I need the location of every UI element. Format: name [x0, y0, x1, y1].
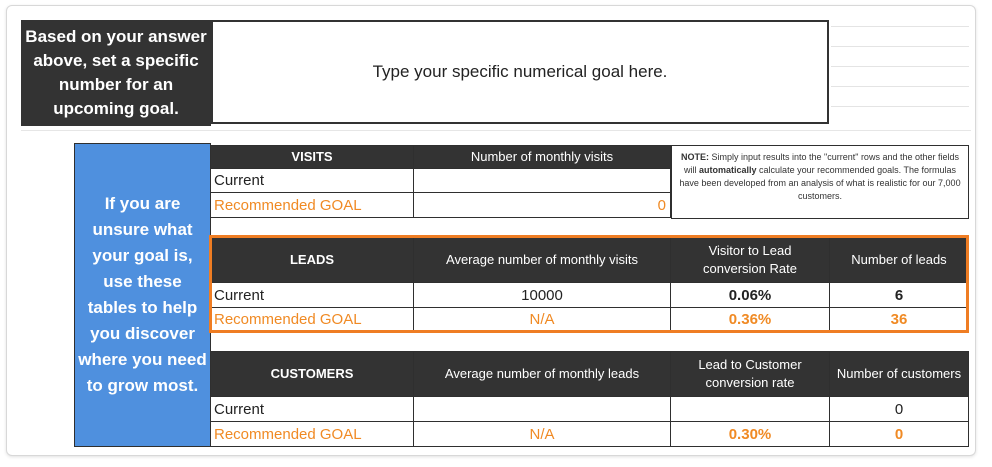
customers-row-current-label: Current [210, 396, 414, 422]
instructions-note [671, 145, 969, 219]
note-body: Simply input results into the "current" rows and the other fields will [684, 152, 959, 175]
leads-column-header-count: Number of leads [829, 237, 969, 283]
visits-row-goal-label: Recommended GOAL [210, 192, 414, 218]
note-suffix: calculate your recommended goals. The formulas have been developed from an analysis of what is realistic for our 7,000 customers. [679, 165, 961, 201]
help-side-panel [74, 143, 211, 447]
help-side-panel-text: If you are unsure what your goal is, use these tables to help you discover where you need to grow most. [78, 194, 207, 395]
leads-column-header-visits: Average number of monthly visits [413, 237, 671, 283]
leads-table-title: LEADS [210, 237, 414, 283]
sheet-gridline [831, 26, 969, 27]
visits-table-title: VISITS [210, 145, 414, 169]
customers-column-header-leads: Average number of monthly leads [413, 351, 671, 397]
leads-goal-visits: N/A [413, 307, 671, 332]
goal-instruction-text: Based on your answer above, set a specific number for an upcoming goal. [25, 27, 207, 118]
leads-current-visits-input[interactable]: 10000 [413, 282, 671, 308]
note-bold-word: automatically [699, 165, 757, 175]
customers-table-title: CUSTOMERS [210, 351, 414, 397]
leads-row-current-label: Current [210, 282, 414, 308]
goal-instruction-label [21, 20, 211, 126]
leads-current-rate: 0.06% [670, 282, 830, 308]
visits-goal-value: 0 [413, 192, 671, 218]
customers-current-leads [413, 396, 671, 422]
leads-goal-rate: 0.36% [670, 307, 830, 332]
leads-goal-count: 36 [829, 307, 969, 332]
visits-column-header: Number of monthly visits [413, 145, 671, 169]
sheet-gridline [831, 106, 969, 107]
customers-goal-leads: N/A [413, 421, 671, 447]
visits-current-input[interactable] [413, 168, 671, 193]
visits-row-current-label: Current [210, 168, 414, 193]
leads-column-header-rate: Visitor to Lead conversion Rate [670, 237, 830, 283]
customers-current-rate-input[interactable] [670, 396, 830, 422]
sheet-gridline [831, 66, 969, 67]
spreadsheet-frame [6, 5, 976, 456]
customers-goal-rate: 0.30% [670, 421, 830, 447]
note-prefix: NOTE: [680, 152, 709, 162]
customers-column-header-count: Number of customers [829, 351, 969, 397]
customers-goal-count: 0 [829, 421, 969, 447]
customers-row-goal-label: Recommended GOAL [210, 421, 414, 447]
leads-row-goal-label: Recommended GOAL [210, 307, 414, 332]
sheet-gridline [831, 86, 969, 87]
customers-current-count: 0 [829, 396, 969, 422]
row-separator [21, 130, 971, 131]
goal-input-placeholder: Type your specific numerical goal here. [372, 62, 668, 81]
leads-current-count: 6 [829, 282, 969, 308]
customers-column-header-rate: Lead to Customer conversion rate [670, 351, 830, 397]
sheet-gridline [831, 46, 969, 47]
goal-input-cell[interactable] [211, 20, 829, 124]
